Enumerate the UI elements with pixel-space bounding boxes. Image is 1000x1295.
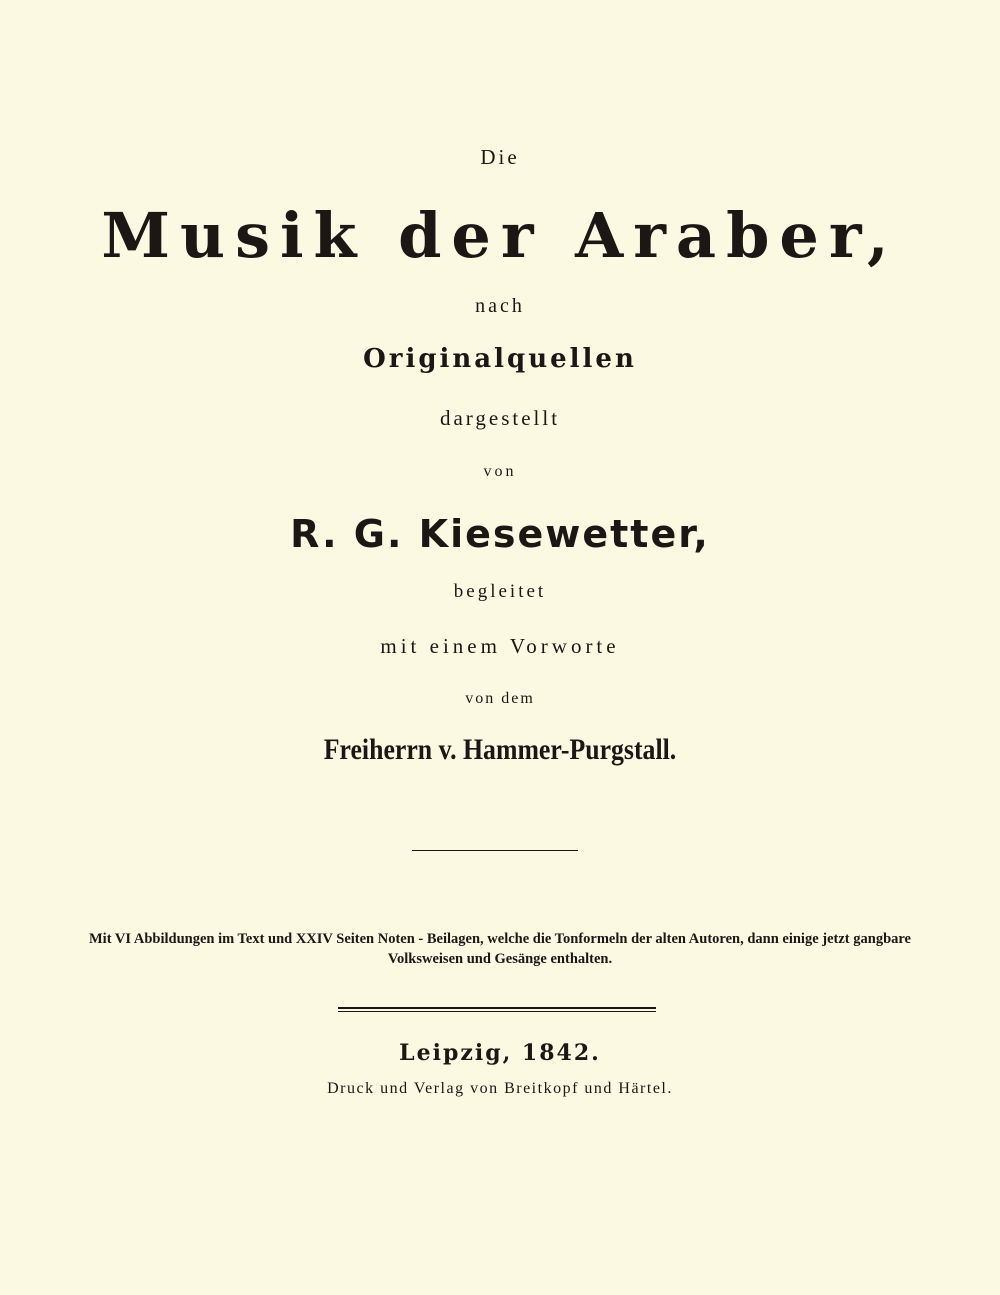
line-von-dem: von dem: [465, 690, 535, 707]
foreword-author: Freiherrn v. Hammer-Purgstall.: [323, 733, 677, 766]
subtitle-nach: nach: [475, 295, 525, 317]
subtitle-originalquellen: Originalquellen: [363, 344, 637, 374]
line-begleitet: begleitet: [453, 581, 547, 602]
title-prefix: Die: [480, 145, 520, 169]
line-vorworte: mit einem Vorworte: [380, 634, 620, 658]
double-divider-rule: [338, 1007, 656, 1012]
main-title: Musik der Araber,: [101, 199, 899, 272]
divider-rule: [412, 850, 578, 851]
place-and-year: Leipzig, 1842.: [399, 1040, 601, 1066]
illustrations-note: Mit VI Abbildungen im Text und XXIV Seiten Noten - Beilagen, welche die Tonformeln der alten Autoren, dann einige jetzt gangbare Volksweisen und Gesänge enthalten.: [89, 931, 911, 967]
publisher-line: Druck und Verlag von Breitkopf und Härtel.: [327, 1080, 673, 1097]
author-name: R. G. Kiesewetter,: [290, 512, 710, 556]
subtitle-dargestellt: dargestellt: [439, 406, 561, 430]
byline-von: von: [483, 463, 517, 480]
